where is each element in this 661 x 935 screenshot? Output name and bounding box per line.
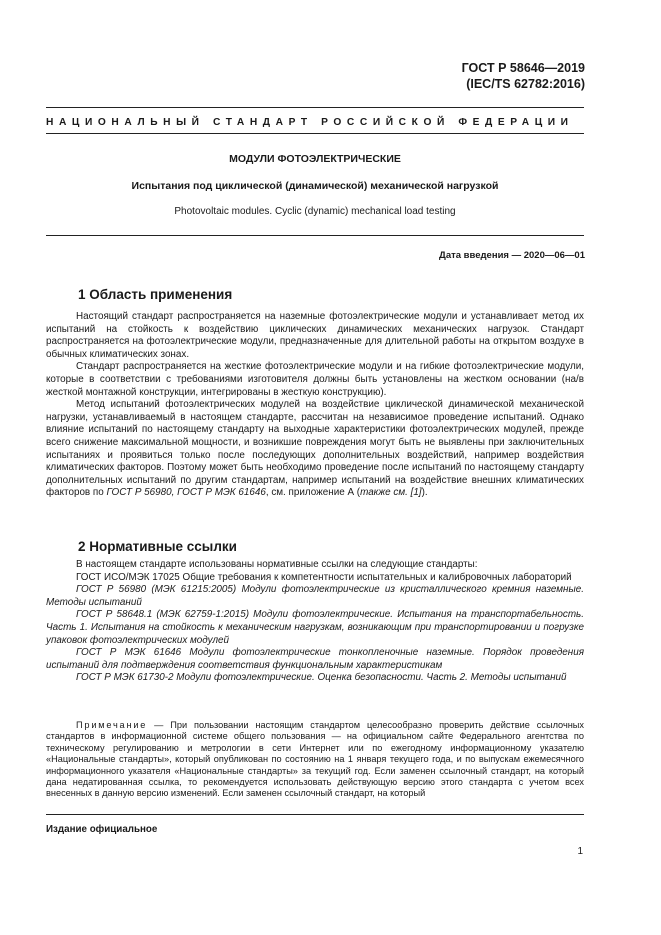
reference-gost-r-iec-61730-2: ГОСТ Р МЭК 61730-2 Модули фотоэлектрические. Оценка безопасности. Часть 2. Методы испытаний — [76, 672, 567, 684]
paragraph-3-reference-1: ГОСТ Р 56980, ГОСТ Р МЭК 61646 — [106, 487, 266, 499]
section-2-body — [46, 559, 584, 685]
reference-gost-iso-17025: ГОСТ ИСО/МЭК 17025 Общие требования к компетентности испытательных и калибровочных лабораторий — [76, 571, 572, 583]
introduction-date: Дата введения — 2020—06—01 — [439, 250, 585, 261]
official-edition-label: Издание официальное — [46, 824, 158, 835]
note-text: — При пользовании настоящим стандартом целесообразно проверить действие ссылочных стандартов в информационной системе общего пользования — на официальном сайте Федерального агентства по техническому регулированию и метрологии в сети Интернет или по ежегодному информационному указателю «Национальные стандарты», который опубликован по состоянию на 1 января текущего года, и по выпускам ежемесячного информационного указателя «Национальные стандарты» за текущий год. Если заменен ссылочный стандарт, на который дана недатированная ссылка, то рекомендуется использовать действующую версию этого стандарта с учетом всех внесенных в данную версию изменений. Если заменен ссылочный стандарт, на который — [46, 720, 584, 799]
national-standard-banner: НАЦИОНАЛЬНЫЙ СТАНДАРТ РОССИЙСКОЙ ФЕДЕРАЦИИ — [46, 117, 574, 128]
header-rule-bottom — [46, 133, 584, 134]
section-1-paragraph-3 — [46, 399, 584, 500]
document-number: ГОСТ Р 58646—2019 — [461, 61, 585, 75]
footer-rule — [46, 814, 584, 815]
paragraph-3-text-a: Метод испытаний фотоэлектрических модулей на воздействие циклической динамической механической нагрузки, устанавливаемый в настоящем стандарте, рассчитан на независимое проведение испытаний. Однако влияние испытаний по настоящему стандарту на выходные характеристики фотоэлектрических модулей, прежде всего снижение максимальной мощности, и возникшие повреждения могут быть не выявлены при заключительных испытаниях и проявиться только после последующих дополнительных воздействий, например воздействия климатических факторов. Поэтому может быть необходимо проведение после испытаний по настоящему стандарту дополнительных испытаний по другим стандартам, например испытаний на воздействие внешних климатических факторов по — [46, 399, 584, 499]
standard-subtitle: Испытания под циклической (динамической) механической нагрузкой — [131, 180, 499, 192]
section-1-paragraph-1: Настоящий стандарт распространяется на наземные фотоэлектрические модули и устанавливает метод их испытаний на стойкость к воздействию циклических динамических механических нагрузок. Стандарт распространяется на фотоэлектрические модули, предназначенные для длительной работы на открытом воздухе в обычных климатических зонах. — [46, 311, 584, 360]
section-1-heading: 1 Область применения — [78, 287, 233, 302]
paragraph-3-text-c: ). — [421, 487, 428, 499]
english-title: Photovoltaic modules. Cyclic (dynamic) mechanical load testing — [174, 206, 456, 217]
section-1-paragraph-2: Стандарт распространяется на жесткие фотоэлектрические модули и на гибкие фотоэлектрические модули, которые в соответствии с требованиями изготовителя должны быть установлены на жестком основании (на/в жесткой монтажной конструкции, интегрированы в жесткую конструкцию). — [46, 361, 584, 398]
header-rule-top — [46, 107, 584, 108]
title-rule — [46, 235, 584, 236]
note-label: Примечание — [76, 720, 148, 730]
note-block — [46, 720, 584, 800]
reference-gost-r-58648-1: ГОСТ Р 58648.1 (МЭК 62759-1:2015) Модули фотоэлектрические. Испытания на транспортабельность. Часть 1. Испытания на стойкость к механическим нагрузкам, возникающим при транспортировании и погрузке упаковок фотоэлектрических модулей — [46, 609, 584, 646]
paragraph-3-text-b: , см. приложение А ( — [265, 487, 361, 499]
reference-gost-r-iec-61646: ГОСТ Р МЭК 61646 Модули фотоэлектрические тонкопленочные наземные. Порядок проведения испытаний для подтверждения соответствия функциональным характеристикам — [46, 647, 584, 671]
paragraph-3-reference-2: также см. [1] — [360, 487, 422, 499]
section-1-body — [46, 311, 584, 500]
section-2-heading: 2 Нормативные ссылки — [78, 539, 237, 554]
page-number: 1 — [577, 846, 583, 857]
standard-title: МОДУЛИ ФОТОЭЛЕКТРИЧЕСКИЕ — [229, 153, 401, 165]
references-intro: В настоящем стандарте использованы нормативные ссылки на следующие стандарты: — [76, 559, 478, 570]
document-number-international: (IEC/TS 62782:2016) — [466, 77, 585, 91]
reference-gost-r-56980: ГОСТ Р 56980 (МЭК 61215:2005) Модули фотоэлектрические из кристаллического кремния наземные. Методы испытаний — [46, 584, 584, 608]
